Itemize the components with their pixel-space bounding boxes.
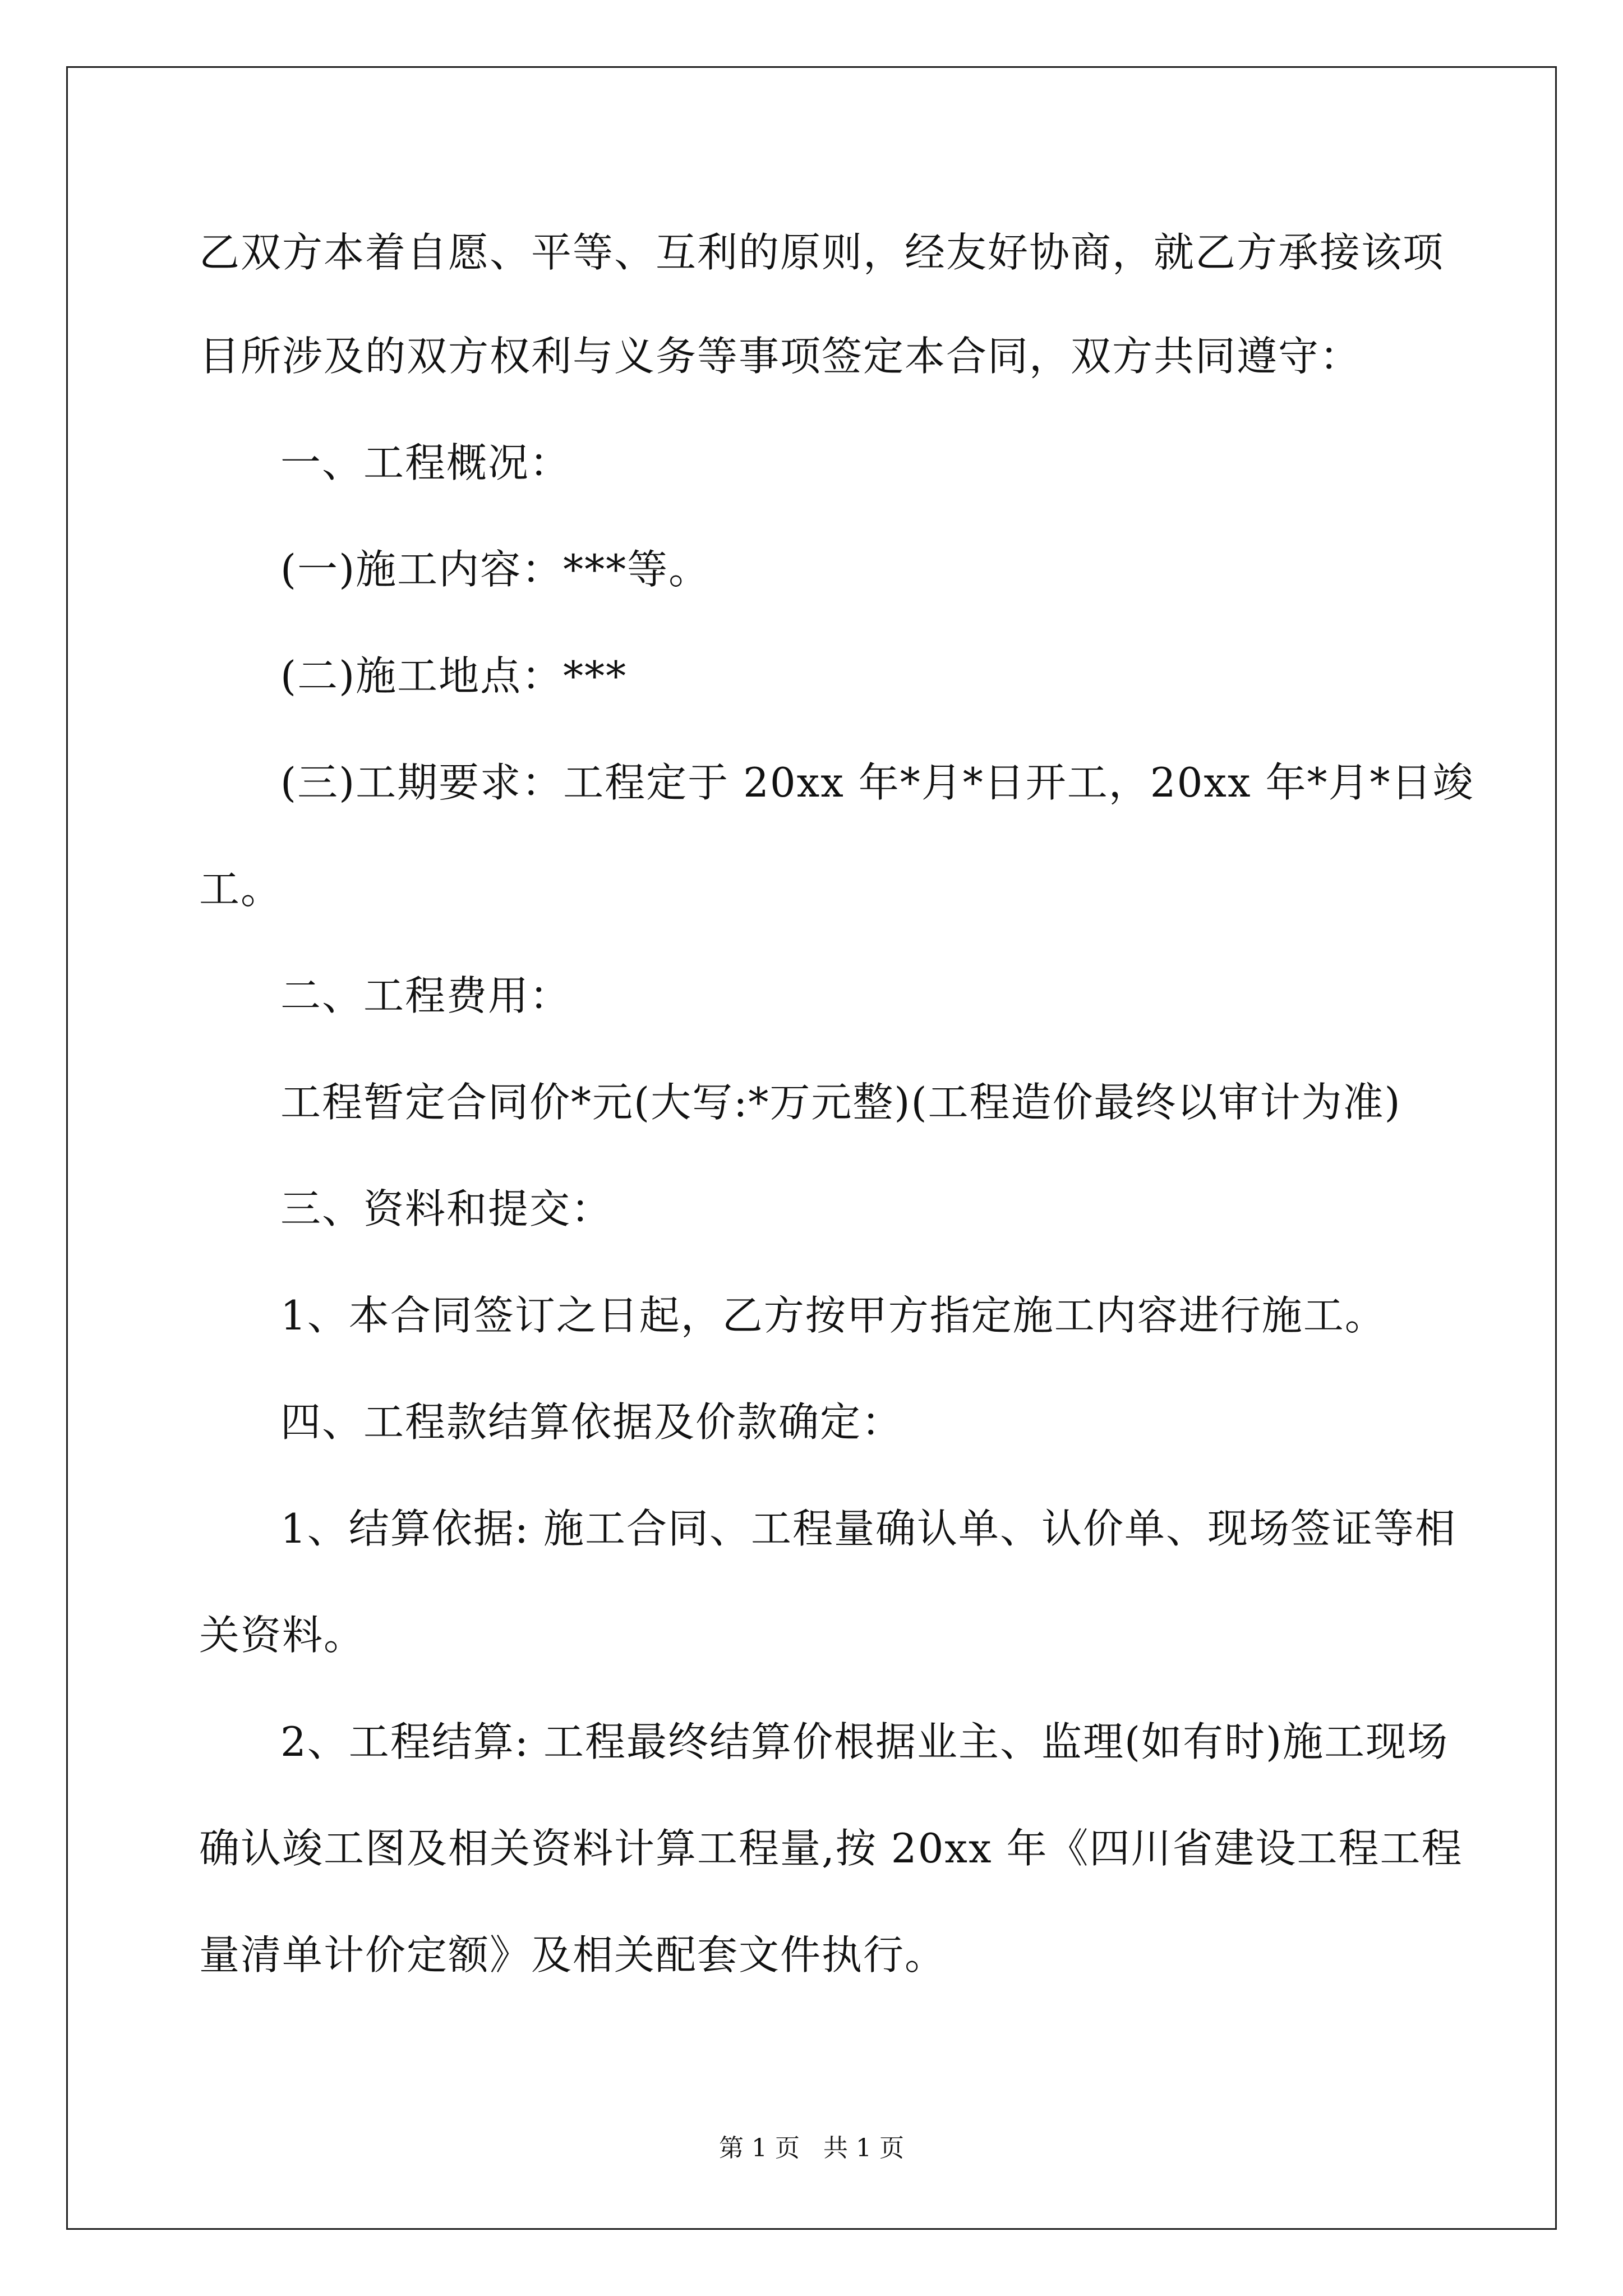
paragraph-line: 关资料。: [199, 1612, 366, 1659]
paragraph-line: (一)施工内容：***等。: [280, 546, 711, 593]
paragraph-line: 确认竣工图及相关资料计算工程量,按 20xx 年《四川省建设工程工程: [199, 1825, 1463, 1872]
paragraph-line: 2、工程结算: 工程最终结算价根据业主、监理(如有时)施工现场: [280, 1718, 1449, 1765]
paragraph-line: 目所涉及的双方权利与义务等事项签定本合同，双方共同遵守：: [199, 333, 1362, 380]
section-heading: 一、工程概况：: [280, 439, 571, 486]
page-footer: 第 1 页 共 1 页: [719, 2134, 904, 2162]
paragraph-line: (二)施工地点：***: [280, 652, 628, 700]
paragraph-line: 量清单计价定额》及相关配套文件执行。: [199, 1931, 947, 1978]
paragraph-line: 1、结算依据: 施工合同、工程量确认单、认价单、现场签证等相: [280, 1505, 1456, 1552]
paragraph-line: 工。: [199, 866, 283, 913]
paragraph-line: (三)工期要求：工程定于 20xx 年*月*日开工，20xx 年*月*日竣: [280, 759, 1474, 806]
section-heading: 四、工程款结算依据及价款确定：: [280, 1398, 903, 1446]
section-heading: 二、工程费用：: [280, 972, 571, 1019]
page-border: [66, 66, 1557, 2230]
paragraph-line: 乙双方本着自愿、平等、互利的原则，经友好协商，就乙方承接该项: [199, 229, 1445, 276]
paragraph-line: 工程暂定合同价*元(大写:*万元整)(工程造价最终以审计为准): [280, 1079, 1401, 1126]
section-heading: 三、资料和提交：: [280, 1185, 613, 1232]
paragraph-line: 1、本合同签订之日起，乙方按甲方指定施工内容进行施工。: [280, 1292, 1386, 1339]
